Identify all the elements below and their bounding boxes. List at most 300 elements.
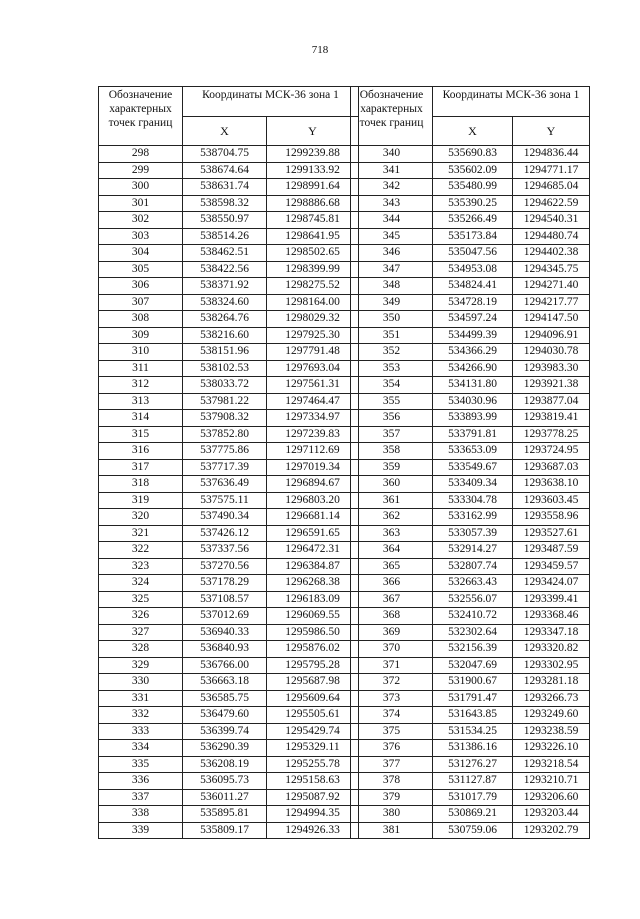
y-coordinate-cell: 1299239.88	[267, 146, 359, 163]
point-number-cell: 360	[351, 476, 433, 493]
x-coordinate-cell: 532156.39	[433, 641, 513, 658]
x-coordinate-cell: 532807.74	[433, 558, 513, 575]
table-row	[351, 806, 590, 823]
x-coordinate-cell: 532663.43	[433, 575, 513, 592]
x-coordinate-cell: 536940.33	[183, 624, 267, 641]
point-number-cell: 321	[99, 525, 183, 542]
y-coordinate-cell: 1293638.10	[513, 476, 590, 493]
table-row	[99, 674, 359, 691]
table-row	[99, 311, 359, 328]
table-row	[351, 344, 590, 361]
table-row	[99, 707, 359, 724]
point-number-cell: 371	[351, 657, 433, 674]
table-row	[99, 740, 359, 757]
point-number-cell: 369	[351, 624, 433, 641]
table-row	[351, 179, 590, 196]
table-row	[351, 740, 590, 757]
y-coordinate-cell: 1294771.17	[513, 162, 590, 179]
y-coordinate-cell: 1297693.04	[267, 360, 359, 377]
point-number-cell: 328	[99, 641, 183, 658]
point-number-cell: 299	[99, 162, 183, 179]
table-row	[99, 228, 359, 245]
x-coordinate-cell: 534824.41	[433, 278, 513, 295]
point-number-cell: 316	[99, 443, 183, 460]
x-coordinate-cell: 536095.73	[183, 773, 267, 790]
y-coordinate-cell: 1298886.68	[267, 195, 359, 212]
point-number-cell: 317	[99, 459, 183, 476]
x-coordinate-cell: 536479.60	[183, 707, 267, 724]
y-coordinate-cell: 1298275.52	[267, 278, 359, 295]
point-number-cell: 342	[351, 179, 433, 196]
table-row	[99, 591, 359, 608]
page-number: 718	[311, 44, 329, 56]
y-coordinate-cell: 1293203.44	[513, 806, 590, 823]
y-coordinate-cell: 1298029.32	[267, 311, 359, 328]
table-row	[351, 723, 590, 740]
point-number-cell: 307	[99, 294, 183, 311]
point-number-cell: 308	[99, 311, 183, 328]
x-coordinate-cell: 537108.57	[183, 591, 267, 608]
x-coordinate-cell: 530759.06	[433, 822, 513, 839]
x-coordinate-cell: 535895.81	[183, 806, 267, 823]
table-row	[99, 344, 359, 361]
table-row	[99, 773, 359, 790]
y-coordinate-cell: 1293424.07	[513, 575, 590, 592]
y-coordinate-cell: 1295795.28	[267, 657, 359, 674]
point-number-cell: 356	[351, 410, 433, 427]
y-coordinate-cell: 1294147.50	[513, 311, 590, 328]
table-row	[99, 509, 359, 526]
y-coordinate-cell: 1296183.09	[267, 591, 359, 608]
table-row	[99, 657, 359, 674]
point-number-cell: 338	[99, 806, 183, 823]
y-coordinate-cell: 1293983.30	[513, 360, 590, 377]
point-number-cell: 373	[351, 690, 433, 707]
point-number-cell: 325	[99, 591, 183, 608]
table-row	[99, 179, 359, 196]
y-coordinate-cell: 1293266.73	[513, 690, 590, 707]
y-coordinate-cell: 1295505.61	[267, 707, 359, 724]
y-coordinate-cell: 1295687.98	[267, 674, 359, 691]
x-column-header: X	[433, 117, 513, 146]
point-number-cell: 304	[99, 245, 183, 262]
point-number-cell: 380	[351, 806, 433, 823]
x-coordinate-cell: 535809.17	[183, 822, 267, 839]
point-number-cell: 327	[99, 624, 183, 641]
x-coordinate-cell: 538151.96	[183, 344, 267, 361]
table-row	[351, 707, 590, 724]
y-coordinate-cell: 1293302.95	[513, 657, 590, 674]
table-row	[351, 261, 590, 278]
y-coordinate-cell: 1295087.92	[267, 789, 359, 806]
x-coordinate-cell: 538033.72	[183, 377, 267, 394]
y-coordinate-cell: 1294836.44	[513, 146, 590, 163]
y-coordinate-cell: 1296069.55	[267, 608, 359, 625]
x-coordinate-cell: 537575.11	[183, 492, 267, 509]
table-row	[351, 773, 590, 790]
y-coordinate-cell: 1293281.18	[513, 674, 590, 691]
point-number-cell: 364	[351, 542, 433, 559]
table-row	[99, 443, 359, 460]
point-number-cell: 368	[351, 608, 433, 625]
x-coordinate-cell: 536840.93	[183, 641, 267, 658]
table-row	[351, 558, 590, 575]
x-coordinate-cell: 537270.56	[183, 558, 267, 575]
x-coordinate-cell: 537178.29	[183, 575, 267, 592]
y-coordinate-cell: 1295876.02	[267, 641, 359, 658]
table-row	[351, 690, 590, 707]
y-coordinate-cell: 1293206.60	[513, 789, 590, 806]
point-number-cell: 330	[99, 674, 183, 691]
table-row	[351, 641, 590, 658]
y-coordinate-cell: 1296384.87	[267, 558, 359, 575]
point-number-cell: 333	[99, 723, 183, 740]
point-number-cell: 335	[99, 756, 183, 773]
x-coordinate-cell: 537490.34	[183, 509, 267, 526]
y-coordinate-cell: 1293687.03	[513, 459, 590, 476]
table-row	[99, 459, 359, 476]
x-coordinate-cell: 531791.47	[433, 690, 513, 707]
point-number-cell: 376	[351, 740, 433, 757]
point-number-cell: 315	[99, 426, 183, 443]
table-row	[99, 245, 359, 262]
table-row	[99, 690, 359, 707]
point-number-cell: 359	[351, 459, 433, 476]
y-coordinate-cell: 1294030.78	[513, 344, 590, 361]
x-coordinate-cell: 530869.21	[433, 806, 513, 823]
table-row	[351, 525, 590, 542]
x-coordinate-cell: 537852.80	[183, 426, 267, 443]
x-coordinate-cell: 534597.24	[433, 311, 513, 328]
x-coordinate-cell: 537717.39	[183, 459, 267, 476]
table-row	[99, 542, 359, 559]
point-number-cell: 348	[351, 278, 433, 295]
y-coordinate-cell: 1293226.10	[513, 740, 590, 757]
x-coordinate-cell: 538514.26	[183, 228, 267, 245]
y-coordinate-cell: 1297019.34	[267, 459, 359, 476]
table-row	[351, 162, 590, 179]
table-row	[351, 311, 590, 328]
y-coordinate-cell: 1297112.69	[267, 443, 359, 460]
table-row	[351, 360, 590, 377]
x-coordinate-cell: 538462.51	[183, 245, 267, 262]
point-number-cell: 332	[99, 707, 183, 724]
y-coordinate-cell: 1298745.81	[267, 212, 359, 229]
y-coordinate-cell: 1293399.41	[513, 591, 590, 608]
table-row	[99, 146, 359, 163]
y-coordinate-cell: 1293238.59	[513, 723, 590, 740]
y-coordinate-cell: 1294402.38	[513, 245, 590, 262]
point-number-cell: 354	[351, 377, 433, 394]
point-number-cell: 331	[99, 690, 183, 707]
y-coordinate-cell: 1296591.65	[267, 525, 359, 542]
point-number-cell: 370	[351, 641, 433, 658]
point-number-cell: 322	[99, 542, 183, 559]
x-coordinate-cell: 536766.00	[183, 657, 267, 674]
table-row	[351, 542, 590, 559]
point-number-cell: 301	[99, 195, 183, 212]
x-coordinate-cell: 537636.49	[183, 476, 267, 493]
y-coordinate-cell: 1294994.35	[267, 806, 359, 823]
x-coordinate-cell: 536399.74	[183, 723, 267, 740]
table-row	[99, 558, 359, 575]
point-number-cell: 302	[99, 212, 183, 229]
table-row	[99, 806, 359, 823]
x-coordinate-cell: 533409.34	[433, 476, 513, 493]
point-number-cell: 344	[351, 212, 433, 229]
point-number-cell: 363	[351, 525, 433, 542]
point-number-cell: 350	[351, 311, 433, 328]
y-coordinate-cell: 1293320.82	[513, 641, 590, 658]
point-number-cell: 337	[99, 789, 183, 806]
point-number-cell: 318	[99, 476, 183, 493]
coordinates-table-right	[350, 86, 590, 839]
y-coordinate-cell: 1293877.04	[513, 393, 590, 410]
y-coordinate-cell: 1295158.63	[267, 773, 359, 790]
x-coordinate-cell: 532410.72	[433, 608, 513, 625]
x-coordinate-cell: 538216.60	[183, 327, 267, 344]
y-coordinate-cell: 1299133.92	[267, 162, 359, 179]
y-coordinate-cell: 1294096.91	[513, 327, 590, 344]
table-row	[99, 278, 359, 295]
x-coordinate-cell: 531900.67	[433, 674, 513, 691]
point-number-cell: 378	[351, 773, 433, 790]
x-coordinate-cell: 534499.39	[433, 327, 513, 344]
y-coordinate-cell: 1294345.75	[513, 261, 590, 278]
x-coordinate-cell: 538102.53	[183, 360, 267, 377]
point-number-cell: 310	[99, 344, 183, 361]
table-row	[99, 723, 359, 740]
point-number-cell: 381	[351, 822, 433, 839]
table-row	[99, 212, 359, 229]
table-row	[99, 195, 359, 212]
point-number-cell: 349	[351, 294, 433, 311]
x-coordinate-cell: 532047.69	[433, 657, 513, 674]
point-number-cell: 298	[99, 146, 183, 163]
y-coordinate-cell: 1293724.95	[513, 443, 590, 460]
table-row	[351, 377, 590, 394]
y-coordinate-cell: 1298502.65	[267, 245, 359, 262]
x-coordinate-cell: 533549.67	[433, 459, 513, 476]
table-row	[351, 426, 590, 443]
point-number-cell: 346	[351, 245, 433, 262]
point-number-cell: 319	[99, 492, 183, 509]
table-row	[99, 162, 359, 179]
y-coordinate-cell: 1298164.00	[267, 294, 359, 311]
table-row	[99, 492, 359, 509]
table-row	[351, 476, 590, 493]
x-coordinate-cell: 538371.92	[183, 278, 267, 295]
table-row	[351, 459, 590, 476]
x-coordinate-cell: 531386.16	[433, 740, 513, 757]
x-coordinate-cell: 536011.27	[183, 789, 267, 806]
x-coordinate-cell: 538422.56	[183, 261, 267, 278]
coordinates-header: Координаты МСК-36 зона 1	[183, 87, 359, 117]
x-coordinate-cell: 537775.86	[183, 443, 267, 460]
x-coordinate-cell: 534131.80	[433, 377, 513, 394]
x-coordinate-cell: 537426.12	[183, 525, 267, 542]
x-coordinate-cell: 535173.84	[433, 228, 513, 245]
x-coordinate-cell: 537908.32	[183, 410, 267, 427]
point-designation-header: Обозначение характерных точек границ	[351, 87, 433, 146]
y-coordinate-cell: 1294685.04	[513, 179, 590, 196]
table-row	[351, 575, 590, 592]
x-column-header: X	[183, 117, 267, 146]
y-coordinate-cell: 1294480.74	[513, 228, 590, 245]
table-row	[351, 212, 590, 229]
x-coordinate-cell: 538674.64	[183, 162, 267, 179]
table-row	[351, 789, 590, 806]
y-coordinate-cell: 1294217.77	[513, 294, 590, 311]
table-row	[351, 608, 590, 625]
x-coordinate-cell: 535390.25	[433, 195, 513, 212]
x-coordinate-cell: 531127.87	[433, 773, 513, 790]
table-row	[99, 360, 359, 377]
x-coordinate-cell: 537981.22	[183, 393, 267, 410]
table-row	[351, 509, 590, 526]
x-coordinate-cell: 532556.07	[433, 591, 513, 608]
y-coordinate-cell: 1293249.60	[513, 707, 590, 724]
y-coordinate-cell: 1297239.83	[267, 426, 359, 443]
x-coordinate-cell: 537337.56	[183, 542, 267, 559]
x-coordinate-cell: 533893.99	[433, 410, 513, 427]
table-row	[351, 294, 590, 311]
point-number-cell: 366	[351, 575, 433, 592]
y-coordinate-cell: 1293487.59	[513, 542, 590, 559]
table-row	[99, 624, 359, 641]
y-coordinate-cell: 1295255.78	[267, 756, 359, 773]
point-number-cell: 311	[99, 360, 183, 377]
point-number-cell: 374	[351, 707, 433, 724]
x-coordinate-cell: 535266.49	[433, 212, 513, 229]
x-coordinate-cell: 535690.83	[433, 146, 513, 163]
y-column-header: Y	[513, 117, 590, 146]
y-coordinate-cell: 1294271.40	[513, 278, 590, 295]
point-number-cell: 375	[351, 723, 433, 740]
point-number-cell: 320	[99, 509, 183, 526]
y-coordinate-cell: 1296472.31	[267, 542, 359, 559]
y-coordinate-cell: 1297791.48	[267, 344, 359, 361]
table-row	[351, 245, 590, 262]
point-number-cell: 305	[99, 261, 183, 278]
x-coordinate-cell: 538550.97	[183, 212, 267, 229]
x-coordinate-cell: 533162.99	[433, 509, 513, 526]
point-number-cell: 367	[351, 591, 433, 608]
table-row	[99, 608, 359, 625]
x-coordinate-cell: 531276.27	[433, 756, 513, 773]
y-coordinate-cell: 1293347.18	[513, 624, 590, 641]
x-coordinate-cell: 536208.19	[183, 756, 267, 773]
x-coordinate-cell: 535480.99	[433, 179, 513, 196]
point-designation-header: Обозначение характерных точек границ	[99, 87, 183, 146]
table-row	[351, 146, 590, 163]
point-number-cell: 343	[351, 195, 433, 212]
y-coordinate-cell: 1293778.25	[513, 426, 590, 443]
point-number-cell: 372	[351, 674, 433, 691]
y-coordinate-cell: 1293603.45	[513, 492, 590, 509]
table-row	[99, 294, 359, 311]
point-number-cell: 345	[351, 228, 433, 245]
y-coordinate-cell: 1298641.95	[267, 228, 359, 245]
y-coordinate-cell: 1295429.74	[267, 723, 359, 740]
y-coordinate-cell: 1297334.97	[267, 410, 359, 427]
table-row	[351, 410, 590, 427]
point-number-cell: 314	[99, 410, 183, 427]
y-coordinate-cell: 1295329.11	[267, 740, 359, 757]
point-number-cell: 329	[99, 657, 183, 674]
x-coordinate-cell: 536663.18	[183, 674, 267, 691]
x-coordinate-cell: 533653.09	[433, 443, 513, 460]
y-coordinate-cell: 1297464.47	[267, 393, 359, 410]
y-coordinate-cell: 1293218.54	[513, 756, 590, 773]
point-number-cell: 309	[99, 327, 183, 344]
point-number-cell: 306	[99, 278, 183, 295]
table-row	[99, 377, 359, 394]
y-coordinate-cell: 1294622.59	[513, 195, 590, 212]
table-row	[351, 443, 590, 460]
x-coordinate-cell: 538324.60	[183, 294, 267, 311]
table-row	[351, 195, 590, 212]
x-coordinate-cell: 535602.09	[433, 162, 513, 179]
x-coordinate-cell: 532302.64	[433, 624, 513, 641]
x-coordinate-cell: 538264.76	[183, 311, 267, 328]
point-number-cell: 339	[99, 822, 183, 839]
table-row	[351, 327, 590, 344]
point-number-cell: 379	[351, 789, 433, 806]
table-row	[351, 624, 590, 641]
x-coordinate-cell: 534030.96	[433, 393, 513, 410]
point-number-cell: 365	[351, 558, 433, 575]
y-coordinate-cell: 1293527.61	[513, 525, 590, 542]
point-number-cell: 300	[99, 179, 183, 196]
x-coordinate-cell: 533791.81	[433, 426, 513, 443]
coordinates-table-left	[98, 86, 359, 839]
x-coordinate-cell: 531017.79	[433, 789, 513, 806]
point-number-cell: 326	[99, 608, 183, 625]
table-row	[351, 393, 590, 410]
table-row	[99, 789, 359, 806]
x-coordinate-cell: 534728.19	[433, 294, 513, 311]
point-number-cell: 340	[351, 146, 433, 163]
y-coordinate-cell: 1293368.46	[513, 608, 590, 625]
x-coordinate-cell: 538598.32	[183, 195, 267, 212]
point-number-cell: 341	[351, 162, 433, 179]
y-column-header: Y	[267, 117, 359, 146]
point-number-cell: 313	[99, 393, 183, 410]
table-row	[99, 822, 359, 839]
y-coordinate-cell: 1294540.31	[513, 212, 590, 229]
y-coordinate-cell: 1296894.67	[267, 476, 359, 493]
table-row	[99, 575, 359, 592]
table-row	[351, 657, 590, 674]
table-row	[351, 492, 590, 509]
x-coordinate-cell: 533057.39	[433, 525, 513, 542]
table-row	[99, 261, 359, 278]
table-row	[99, 756, 359, 773]
y-coordinate-cell: 1297561.31	[267, 377, 359, 394]
point-number-cell: 357	[351, 426, 433, 443]
table-row	[351, 674, 590, 691]
point-number-cell: 377	[351, 756, 433, 773]
y-coordinate-cell: 1293459.57	[513, 558, 590, 575]
point-number-cell: 352	[351, 344, 433, 361]
table-row	[351, 228, 590, 245]
point-number-cell: 336	[99, 773, 183, 790]
y-coordinate-cell: 1295986.50	[267, 624, 359, 641]
table-row	[351, 822, 590, 839]
y-coordinate-cell: 1298991.64	[267, 179, 359, 196]
table-row	[351, 591, 590, 608]
